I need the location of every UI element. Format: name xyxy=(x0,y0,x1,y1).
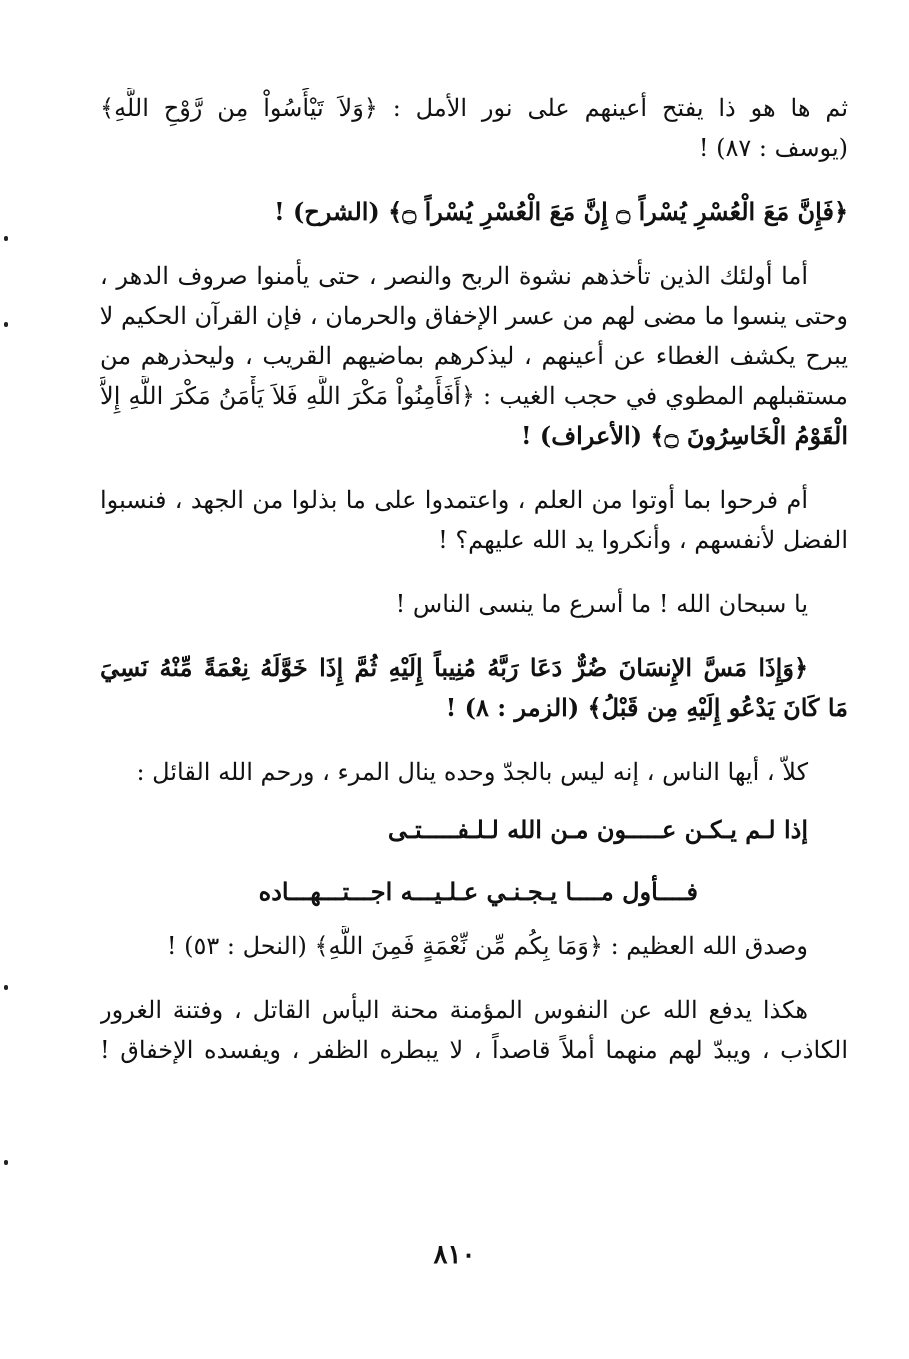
text-line: ثم ها هو ذا يفتح أعينهم على نور الأمل : ﴿وَلاَ تَيْأَسُواْ مِن رَّوْحِ اللَّهِ﴾ xyxy=(100,94,848,122)
text-line: مستقبلهم المطوي في حجب الغيب : ﴿أَفَأَمِنُواْ مَكْرَ اللَّهِ فَلاَ يَأْمَنُ مَكْرَ اللَّهِ إِلاَّ xyxy=(100,382,848,410)
poem-verse-second: فــــأول مــــا يـجـنـي عـلـيـــه اجـــتـــهـــاده xyxy=(258,877,698,906)
scan-edge-mark xyxy=(4,985,8,990)
paragraph-victory xyxy=(100,256,848,456)
text-line: أما أولئك الذين تأخذهم نشوة الربح والنصر ، حتى يأمنوا صروف الدهر ، xyxy=(100,262,808,290)
text-line: يا سبحان الله ! ما أسرع ما ينسى الناس ! xyxy=(395,590,808,618)
text-line: يبرح يكشف الغطاء عن أعينهم ، ليذكرهم بماضيهم القريب ، وليحذرهم من xyxy=(100,342,848,370)
quran-verse-line: ﴿وَإِذَا مَسَّ الإِنسَانَ ضُرٌّ دَعَا رَبَّهُ مُنِيباً إِلَيْهِ ثُمَّ إِذَا خَوَّلَهُ نِعْمَةً مِّنْهُ نَسِيَ xyxy=(100,653,808,682)
paragraph-ease xyxy=(100,192,848,232)
text-line: كلاّ ، أيها الناس ، إنه ليس بالجدّ وحده ينال المرء ، ورحم الله القائل : xyxy=(136,758,808,786)
paragraph-glory xyxy=(100,584,848,624)
page-number: ٨١٠ xyxy=(433,1240,476,1270)
text-line: الفضل لأنفسهم ، وأنكروا يد الله عليهم؟ ! xyxy=(438,526,848,554)
quran-verse-line: الْقَوْمُ الْخَاسِرُونَ ۝﴾ (الأعراف) ! xyxy=(521,421,848,450)
text-line: وصدق الله العظيم : ﴿وَمَا بِكُم مِّن نِّعْمَةٍ فَمِنَ اللَّهِ﴾ (النحل : ٥٣) ! xyxy=(166,932,808,960)
text-line: الكاذب ، ويبدّ لهم منهما أملاً قاصداً ، لا يبطره الظفر ، ويفسده الإخفاق ! xyxy=(100,1036,848,1064)
paragraph-hope xyxy=(100,88,848,168)
paragraph-knowledge xyxy=(100,480,848,560)
text-line: (يوسف : ٨٧) ! xyxy=(698,134,848,162)
scan-edge-mark xyxy=(4,322,8,327)
paragraph-zumar xyxy=(100,648,848,728)
poem-verse-first: إذا لـم يـكـن عـــــون مـن الله لـلـفـــــتـى xyxy=(387,815,808,844)
scan-edge-mark xyxy=(4,1160,8,1165)
text-line: وحتى ينسوا ما مضى لهم من عسر الإخفاق والحرمان ، فإن القرآن الحكيم لا xyxy=(100,302,848,330)
scan-edge-mark xyxy=(4,236,8,241)
paragraph-truth xyxy=(100,926,848,966)
paragraph-nay xyxy=(100,752,848,792)
quran-verse-line: مَا كَانَ يَدْعُو إِلَيْهِ مِن قَبْلُ﴾ (الزمر : ٨) ! xyxy=(445,693,848,722)
paragraph-conclusion xyxy=(100,990,848,1070)
text-line: هكذا يدفع الله عن النفوس المؤمنة محنة اليأس القاتل ، وفتنة الغرور xyxy=(100,996,808,1024)
quran-verse-line: ﴿فَإِنَّ مَعَ الْعُسْرِ يُسْراً ۝ إِنَّ مَعَ الْعُسْرِ يُسْراً ۝﴾ (الشرح) ! xyxy=(274,197,848,226)
page-body xyxy=(100,88,848,1070)
text-line: أم فرحوا بما أوتوا من العلم ، واعتمدوا على ما بذلوا من الجهد ، فنسبوا xyxy=(100,486,808,514)
